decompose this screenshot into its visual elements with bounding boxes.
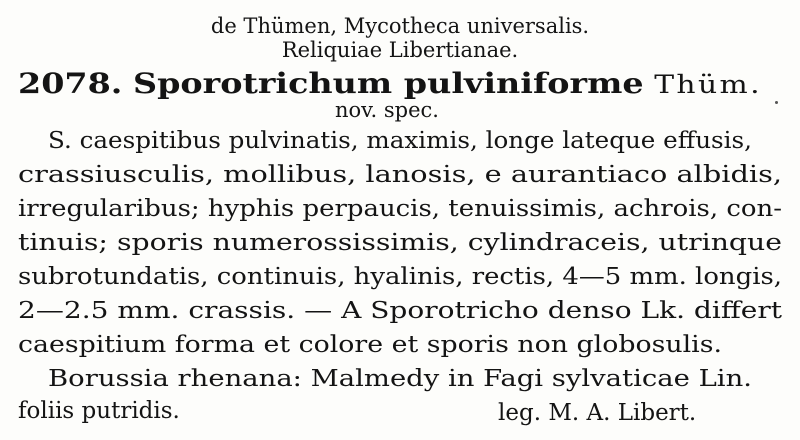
species-name: Sporotrichum pulviniforme — [133, 67, 644, 100]
collector: leg. M. A. Libert. — [498, 400, 697, 426]
description-line: subrotundatis, continuis, hyalinis, rectis, 4—5 mm. longis, — [18, 264, 783, 290]
print-speck — [775, 101, 778, 104]
description-line: crassiusculis, mollibus, lanosis, e aurantiaco albidis, — [18, 162, 782, 188]
description-line: caespitium forma et colore et sporis non globosulis. — [18, 332, 722, 358]
species-heading — [18, 67, 762, 100]
nomenclatural-status: nov. spec. — [335, 98, 439, 122]
description-line: tinuis; sporis numerossissimis, cylindraceis, utrinque — [18, 230, 782, 256]
description-line: irregularibus; hyphis perpaucis, tenuissimis, achrois, con- — [18, 196, 782, 222]
exsiccata-number: 2078. — [18, 67, 123, 100]
description-line: 2—2.5 mm. crassis. — A Sporotricho denso Lk. differt — [18, 298, 782, 324]
collection-subtitle: Reliquiae Libertianae. — [281, 38, 519, 62]
substrate-line: foliis putridis. — [18, 398, 180, 424]
species-author: Thüm. — [654, 70, 762, 99]
locality-line: Borussia rhenana: Malmedy in Fagi sylvaticae Lin. — [48, 366, 752, 392]
description-line: S. caespitibus pulvinatis, maximis, longe lateque effusis, — [48, 128, 752, 154]
collection-title: de Thümen, Mycotheca universalis. — [210, 14, 590, 38]
